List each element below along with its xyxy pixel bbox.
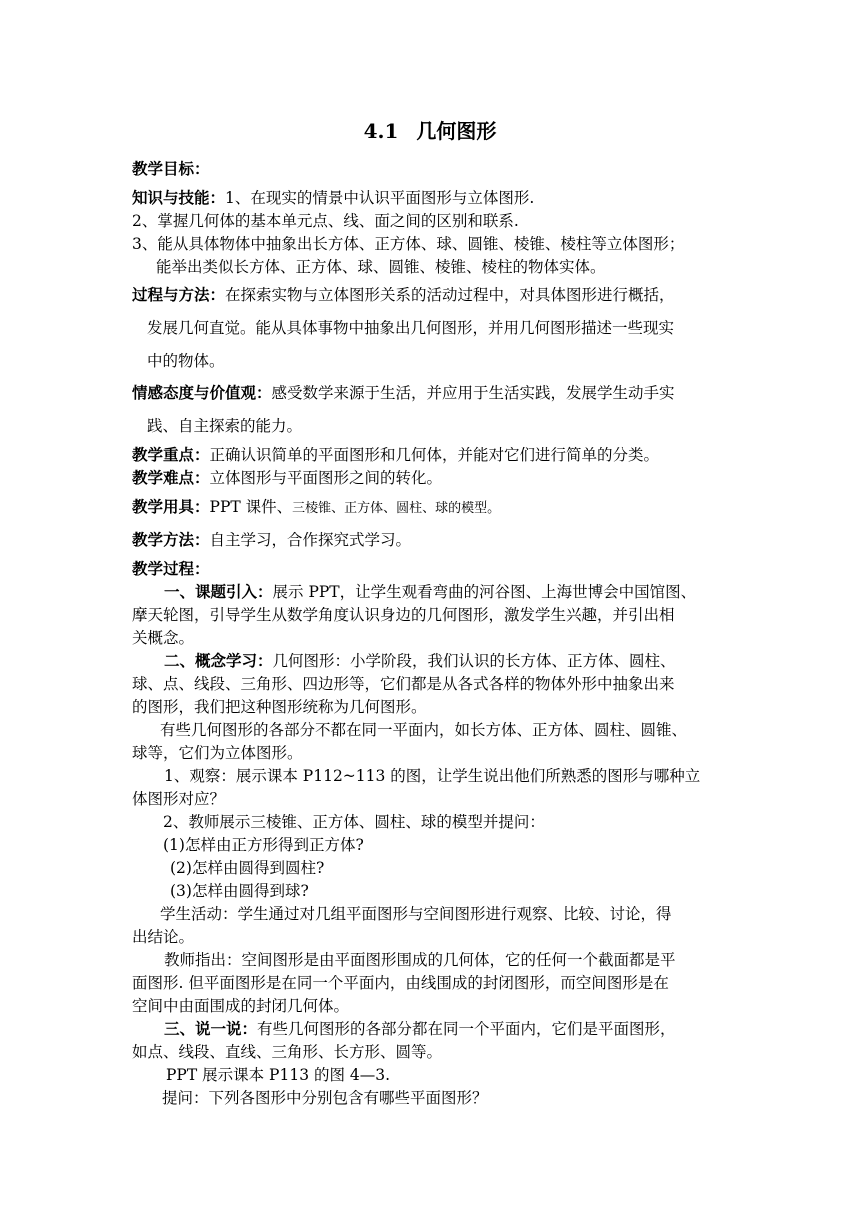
line-label: 教学过程： bbox=[132, 559, 210, 578]
doc-line bbox=[132, 186, 744, 208]
doc-line bbox=[132, 695, 744, 717]
section-title: 几何图形 bbox=[416, 119, 497, 143]
doc-line bbox=[132, 1040, 744, 1062]
doc-line bbox=[132, 528, 744, 550]
line-text: 感受数学来源于生活，并应用于生活实践，发展学生动手实 bbox=[271, 384, 675, 402]
line-label: 教学方法： bbox=[132, 530, 210, 549]
line-text: 3、能从具体物体中抽象出长方体、正方体、球、圆锥、棱锥、棱柱等立体图形； bbox=[132, 235, 685, 253]
line-text: 有些几何图形的各部分不都在同一平面内，如长方体、正方体、圆柱、圆锥、 bbox=[160, 721, 688, 739]
doc-line bbox=[166, 1063, 778, 1085]
doc-line bbox=[164, 948, 776, 970]
doc-line bbox=[132, 209, 744, 231]
line-text: (2)怎样由圆得到圆柱? bbox=[170, 859, 325, 877]
doc-line bbox=[164, 1017, 776, 1039]
line-text: 中的物体。 bbox=[147, 352, 225, 370]
line-text: 展示 PPT，让学生观看弯曲的河谷图、上海世博会中国馆图、 bbox=[272, 583, 697, 601]
doc-line bbox=[132, 443, 744, 465]
doc-line bbox=[132, 672, 744, 694]
line-text: 2、教师展示三棱锥、正方体、圆柱、球的模型并提问： bbox=[163, 813, 545, 831]
line-text: 正确认识简单的平面图形和几何体，并能对它们进行简单的分类。 bbox=[209, 446, 660, 464]
doc-line bbox=[147, 349, 759, 371]
doc-line bbox=[132, 466, 744, 488]
line-text: 自主学习，合作探究式学习。 bbox=[209, 531, 412, 549]
doc-line bbox=[132, 232, 744, 254]
doc-line bbox=[170, 879, 782, 901]
section-number: 4.1 bbox=[363, 119, 399, 143]
doc-line bbox=[163, 810, 775, 832]
line-text: 提问：下列各图形中分别包含有哪些平面图形？ bbox=[162, 1089, 488, 1107]
line-label: 教学难点： bbox=[132, 468, 210, 487]
line-text: 1、观察：展示课本 P112~113 的图，让学生说出他们所熟悉的图形与哪种立 bbox=[164, 767, 701, 785]
doc-line bbox=[162, 1086, 774, 1108]
line-text: 面图形. 但平面图形是在同一个平面内，由线围成的封闭图形，而空间图形是在 bbox=[132, 974, 669, 992]
doc-line bbox=[163, 833, 775, 855]
line-text: 践、自主探索的能力。 bbox=[147, 417, 303, 435]
line-text: 发展几何直觉。能从具体事物中抽象出几何图形，并用几何图形描述一些现实 bbox=[147, 319, 675, 337]
line-text: (3)怎样由圆得到球? bbox=[170, 882, 309, 900]
line-label: 情感态度与价值观： bbox=[132, 383, 272, 402]
line-label: 知识与技能： bbox=[132, 188, 226, 207]
doc-line bbox=[170, 856, 782, 878]
line-text: 能举出类似长方体、正方体、球、圆锥、棱锥、棱柱的物体实体。 bbox=[156, 258, 606, 276]
doc-line bbox=[164, 649, 776, 671]
doc-line bbox=[160, 718, 772, 740]
line-text: 几何图形：小学阶段，我们认识的长方体、正方体、圆柱、 bbox=[272, 652, 676, 670]
line-text: 1、在现实的情景中认识平面图形与立体图形. bbox=[225, 189, 535, 207]
line-text: 如点、线段、直线、三角形、长方形、圆等。 bbox=[132, 1043, 443, 1061]
doc-line bbox=[132, 495, 744, 517]
line-text: 的图形，我们把这种图形统称为几何图形。 bbox=[132, 698, 427, 716]
line-text: (1)怎样由正方形得到正方体? bbox=[163, 836, 364, 854]
line-text: 关概念。 bbox=[132, 629, 195, 647]
line-label: 过程与方法： bbox=[132, 285, 226, 304]
doc-line bbox=[132, 971, 744, 993]
doc-line bbox=[147, 316, 759, 338]
line-label: 二、概念学习： bbox=[164, 651, 273, 670]
line-text: 球等，它们为立体图形。 bbox=[132, 744, 303, 762]
doc-line bbox=[132, 626, 744, 648]
line-text: 出结论。 bbox=[132, 928, 195, 946]
line-label: 教学用具： bbox=[132, 497, 210, 516]
doc-line bbox=[132, 157, 744, 179]
line-label: 三、说一说： bbox=[164, 1019, 258, 1038]
line-text-small: 三棱锥、正方体、圆柱、球的模型。 bbox=[292, 501, 501, 516]
line-label: 一、课题引入： bbox=[164, 582, 273, 601]
page-title bbox=[0, 115, 860, 144]
doc-line bbox=[132, 994, 744, 1016]
doc-line bbox=[160, 902, 772, 924]
line-label: 教学目标： bbox=[132, 159, 210, 178]
line-label: 教学重点： bbox=[132, 445, 210, 464]
doc-line bbox=[132, 925, 744, 947]
line-text: 学生活动：学生通过对几组平面图形与空间图形进行观察、比较、讨论，得 bbox=[160, 905, 672, 923]
doc-line bbox=[132, 283, 744, 305]
line-text: 立体图形与平面图形之间的转化。 bbox=[209, 469, 443, 487]
line-text: 教师指出：空间图形是由平面图形围成的几何体，它的任何一个截面都是平 bbox=[164, 951, 676, 969]
line-text: 球、点、线段、三角形、四边形等，它们都是从各式各样的物体外形中抽象出来 bbox=[132, 675, 675, 693]
line-text: 在探索实物与立体图形关系的活动过程中，对具体图形进行概括， bbox=[225, 286, 675, 304]
doc-line bbox=[164, 764, 776, 786]
doc-line bbox=[132, 787, 744, 809]
line-text: PPT 课件、 bbox=[209, 498, 293, 516]
doc-line bbox=[132, 603, 744, 625]
doc-line bbox=[164, 580, 776, 602]
doc-line bbox=[156, 255, 768, 277]
line-text: 有些几何图形的各部分都在同一个平面内，它们是平面图形， bbox=[257, 1020, 676, 1038]
line-text: 空间中由面围成的封闭几何体。 bbox=[132, 997, 350, 1015]
doc-line bbox=[132, 381, 744, 403]
line-text: 2、掌握几何体的基本单元点、线、面之间的区别和联系. bbox=[132, 212, 519, 230]
line-text: 摩天轮图，引导学生从数学角度认识身边的几何图形，激发学生兴趣，并引出相 bbox=[132, 606, 675, 624]
line-text: PPT 展示课本 P113 的图 4—3. bbox=[166, 1066, 391, 1084]
doc-line bbox=[132, 741, 744, 763]
doc-line bbox=[147, 414, 759, 436]
doc-line bbox=[132, 557, 744, 579]
line-text: 体图形对应？ bbox=[132, 790, 226, 808]
